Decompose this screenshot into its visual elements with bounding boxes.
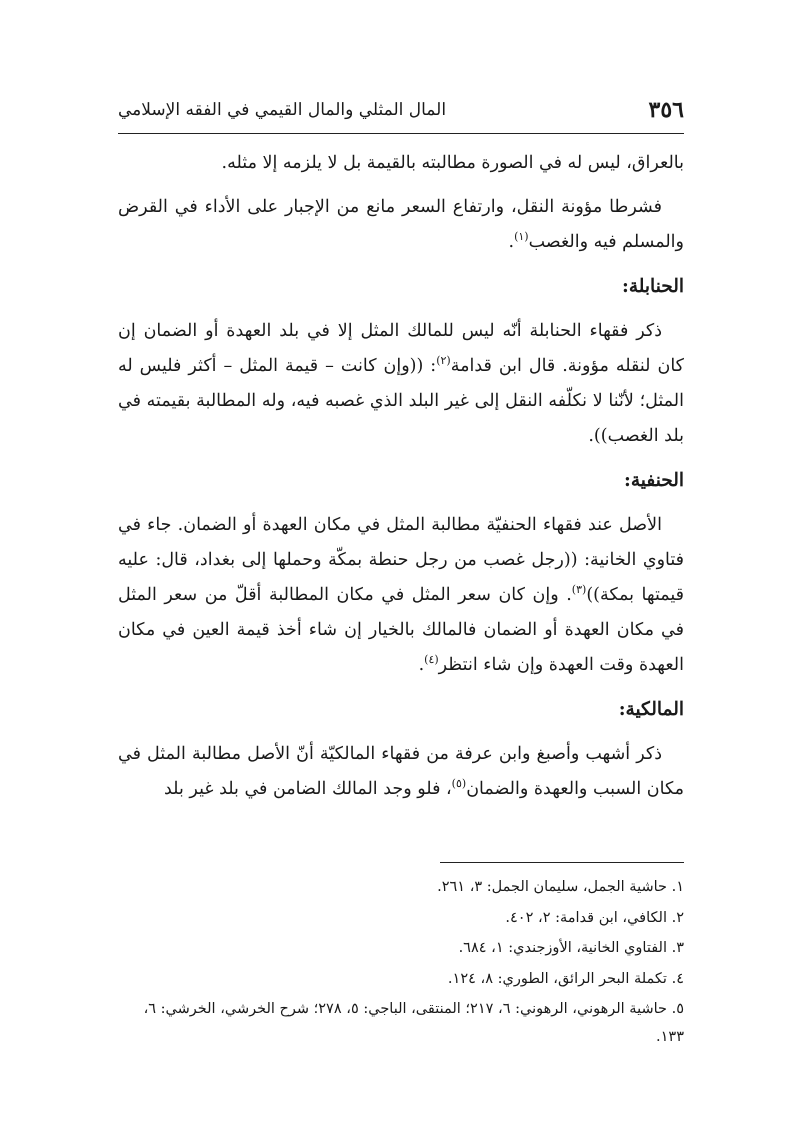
header-divider: [118, 133, 684, 134]
footnote-ref-1[interactable]: (١): [514, 230, 529, 244]
page-header: [118, 92, 684, 128]
paragraph-3: ذكر فقهاء الحنابلة أنّه ليس للمالك المثل إلا في بلد العهدة أو الضمان إن كان لنقله مؤونة. قال ابن قدامة$^{(٢)}$: ((وإن كانت – قيمة المثل – أكثر فليس له المثل؛ لأنّنا لا نكلّفه النقل إلى غير البلد الذي غصبه فيه، وله المطالبة بقيمته في بلد الغصب)).: [118, 321, 684, 446]
paragraph-1: بالعراق، ليس له في الصورة مطالبته بالقيمة بل لا يلزمه إلا مثله.: [221, 153, 684, 173]
page-number: ٣٥٦: [648, 97, 684, 123]
paragraph-4: الأصل عند فقهاء الحنفيّة مطالبة المثل في مكان العهدة أو الضمان. جاء في فتاوي الخانية: ((رجل غصب من رجل حنطة بمكّة وحملها إلى بغداد، قال: عليه قيمتها بمكة))$^{(٣)}$. وإن كان سعر المثل في مكان المطالبة أقلّ من سعر المثل في مكان العهدة أو الضمان فالمالك بالخيار إن شاء أخذ قيمة العين في مكان العهدة وقت العهدة وإن شاء انتظر$^{(٤)}$.: [118, 515, 684, 675]
footnote-ref-3[interactable]: (٣): [571, 583, 587, 597]
footnote-2: ٢. الكافي، ابن قدامة: ٢، ٤٠٢.: [505, 909, 684, 926]
footnote-divider: [440, 862, 684, 863]
footnote-ref-4[interactable]: (٤): [424, 653, 439, 667]
footnote-1: ١. حاشية الجمل، سليمان الجمل: ٣، ٢٦١.: [437, 879, 684, 895]
footnote-ref-5[interactable]: (٥): [451, 777, 467, 791]
paragraph-2: فشرطا مؤونة النقل، وارتفاع السعر مانع من الإجبار على الأداء في القرض والمسلم فيه والغصب$^{(١)}$.: [118, 197, 684, 252]
heading-malikiya: المالكية:: [618, 699, 684, 720]
heading-hanafiya: الحنفية:: [624, 470, 684, 491]
footnote-ref-2[interactable]: (٢): [436, 354, 451, 368]
footnote-3: ٣. الفتاوي الخانية، الأوزجندي: ١، ٦٨٤.: [458, 940, 684, 956]
main-text: [118, 146, 684, 816]
paragraph-5: ذكر أشهب وأصبغ وابن عرفة من فقهاء المالكيّة أنّ الأصل مطالبة المثل في مكان السبب والعهدة والضمان$^{(٥)}$، فلو وجد المالك الضامن في بلد غير بلد: [118, 744, 684, 799]
running-title: المال المثلي والمال القيمي في الفقه الإسلامي: [118, 100, 447, 120]
heading-hanabila: الحنابلة:: [622, 276, 684, 297]
footnotes: [118, 874, 684, 1054]
footnote-4: ٤. تكملة البحر الرائق، الطوري: ٨، ١٢٤.: [447, 970, 684, 987]
footnote-5: ٥. حاشية الرهوني، الرهوني: ٦، ٢١٧؛ المنتقى، الباجي: ٥، ٢٧٨؛ شرح الخرشي، الخرشي: ٦، ١٣٣.: [143, 1001, 684, 1045]
